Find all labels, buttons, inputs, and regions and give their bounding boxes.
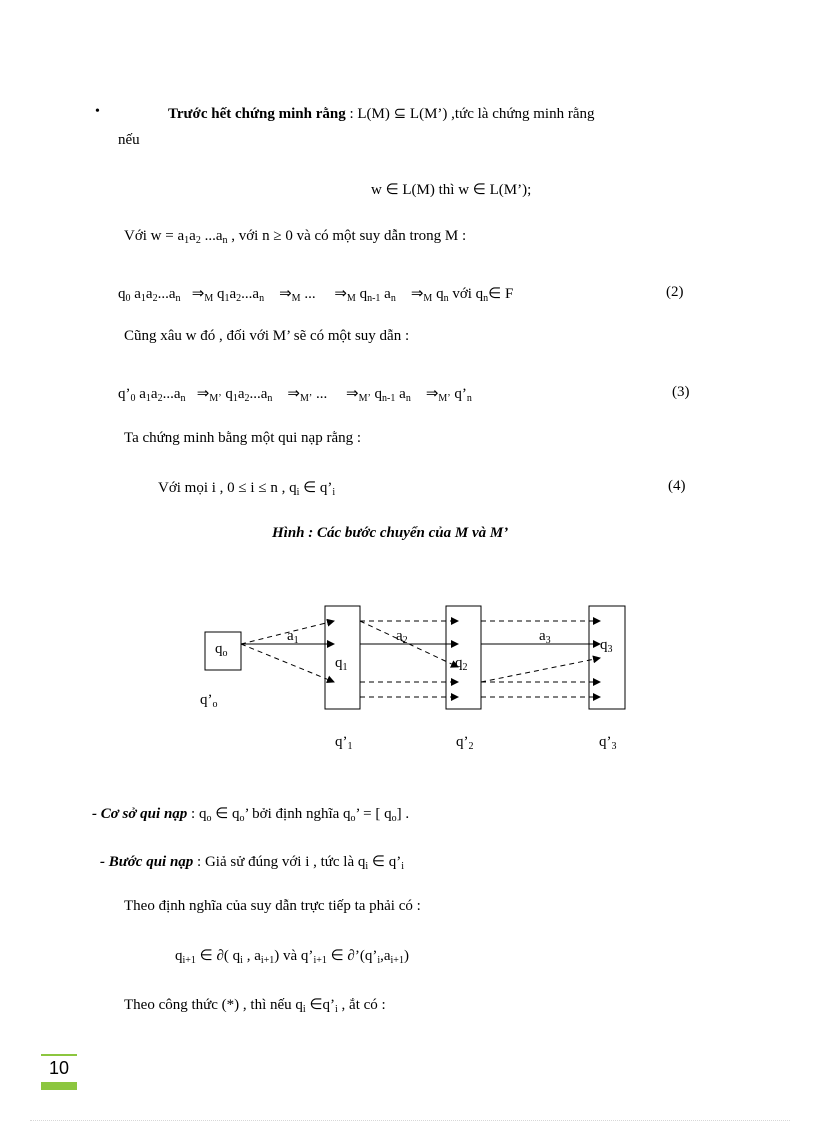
equation-2: $q_0$ $a_1a_2...a_n$ $\Rightarrow_M$ $q_1a_2...a_n$ $\Rightarrow_M$ ... $\Rightarrow_M$ $q_{n-1}$ $a_n$ $\Rightarrow_M$ $q_n$ với $q_n\in$ F xyxy=(118,286,514,304)
label-q1: $q_1$ xyxy=(335,655,348,673)
intro-continuation: nếu xyxy=(118,132,140,148)
figure-caption: Hình : Các bước chuyển của M và M’ xyxy=(272,525,509,541)
paragraph-formula: Theo công thức (*) , thì nếu $q_i$ $\in q’_i$ , ắt có : xyxy=(124,997,386,1015)
statement-4: Với mọi i , 0 ≤ i ≤ n , $q_i$ ∈ $q’_i$ xyxy=(158,480,336,498)
footer-divider xyxy=(30,1120,790,1121)
dashed-arrow xyxy=(241,644,334,682)
dashed-arrow xyxy=(481,658,600,682)
statement-4-label: (4) xyxy=(668,478,686,494)
intro-lead: Trước hết chứng minh rằng xyxy=(168,106,346,122)
label-q1-prime: $q’_1$ xyxy=(335,734,353,752)
page-number-bar-top xyxy=(41,1054,77,1056)
induction-step: - Bước qui nạp : Giả sử đúng với i , tức là $q_i$ ∈ $q’_i$ xyxy=(100,854,405,872)
paragraph-with-w: Với $w = a_1a_2$ $...a_n$ , với n ≥ 0 và có một suy dẫn trong M : xyxy=(124,228,467,246)
label-q0: $q_o$ xyxy=(215,641,228,659)
label-q3: $q_3$ xyxy=(600,637,613,655)
bullet: • xyxy=(95,104,100,119)
label-a2: $a_2$ xyxy=(396,628,408,646)
equation-3-label: (3) xyxy=(672,384,690,400)
equation-2-label: (2) xyxy=(666,284,684,300)
paragraph-induction: Ta chứng minh bằng một qui nạp rằng : xyxy=(124,430,362,446)
page-number: 10 xyxy=(48,1058,70,1078)
label-a1: $a_1$ xyxy=(287,628,299,646)
page-number-bar-bottom xyxy=(41,1082,77,1090)
label-q0-prime: $q’_o$ xyxy=(200,692,218,710)
label-q2-prime: $q’_2$ xyxy=(456,734,474,752)
paragraph-definition: Theo định nghĩa của suy dẫn trực tiếp ta phải có : xyxy=(124,898,421,914)
equation-3: $q’_0$ $a_1a_2...a_n$ $\Rightarrow_{M’}$ $q_1a_2...a_n$ $\Rightarrow_{M’}$ ... $\Rightarrow_{M’}$ $q_{n-1}$ $a_n$ $\Rightarrow_{M’}$ $q’_n$ xyxy=(118,386,472,404)
induction-base: - Cơ sở qui nạp : $q_o$ ∈ $q_o$’ bởi định nghĩa $q_o$’ = [ $q_o$] . xyxy=(92,806,410,824)
label-q3-prime: $q’_3$ xyxy=(599,734,617,752)
statement-w: w ∈ L(M) thì w ∈ L(M’); xyxy=(371,182,532,198)
label-a3: $a_3$ xyxy=(539,628,551,646)
equation-transitions: $q_{i+1}$ ∈ ∂( $q_i$ , $a_{i+1}$) và $q’_{i+1}$ ∈ $\partial’(q’_i,a_{i+1})$ xyxy=(175,948,409,966)
state-box-q3 xyxy=(589,606,625,709)
label-q2: $q_2$ xyxy=(455,655,468,673)
paragraph-same-string: Cũng xâu w đó , đối với M’ sẽ có một suy dẫn : xyxy=(124,328,410,344)
intro-rest: : L(M) ⊆ L(M’) ,tức là chứng minh rằng xyxy=(345,106,595,122)
